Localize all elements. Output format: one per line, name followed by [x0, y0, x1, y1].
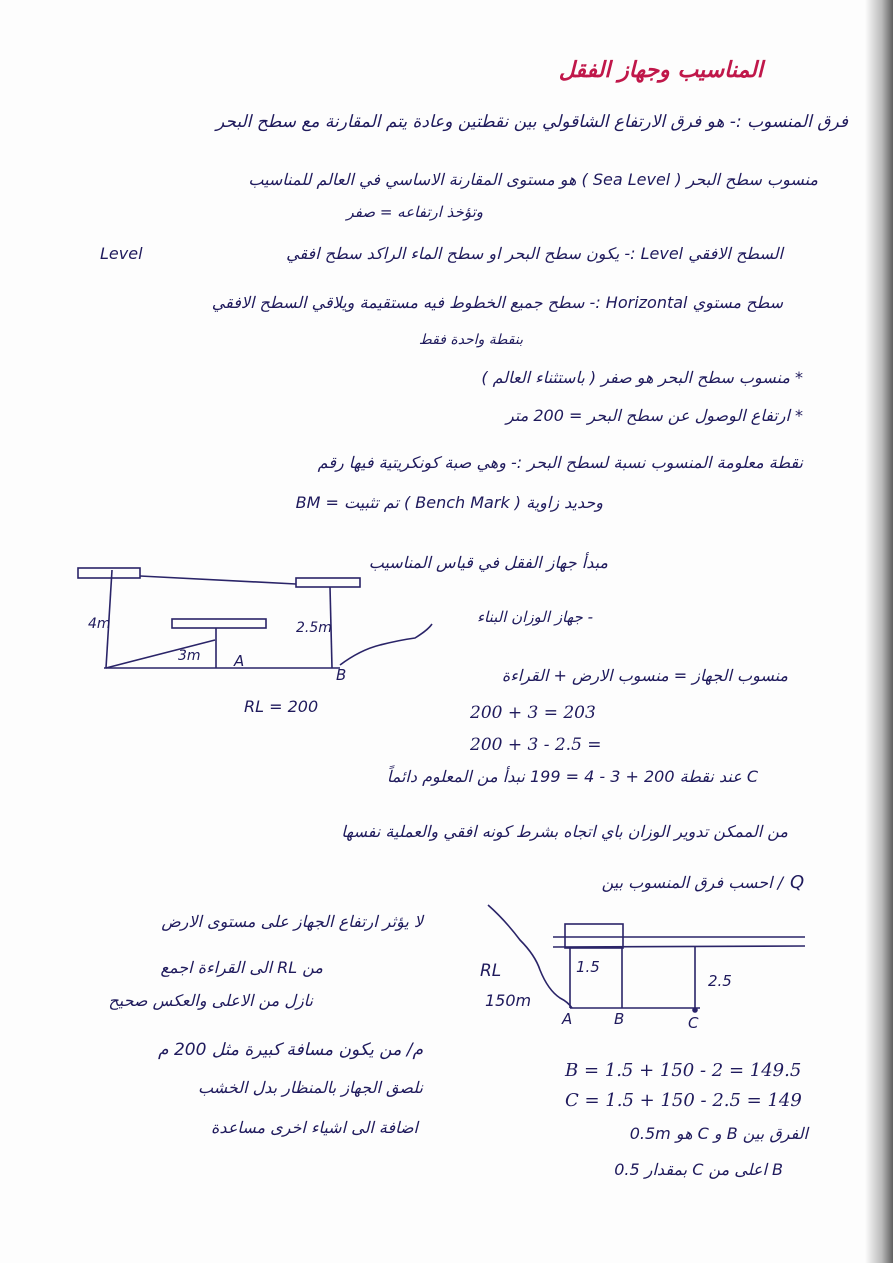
text-line: 200 + 3 - 2.5 =: [470, 735, 602, 755]
reading-right-label: 2.5m: [296, 620, 332, 636]
text-line: * ارتفاع الوصول عن سطح البحر = 200 متر: [506, 406, 803, 425]
text-line: لا يؤثر ارتفاع الجهاز على مستوى الارض: [161, 912, 423, 931]
point-c-label: C: [688, 1014, 699, 1032]
text-line: من RL الى القراءة اجمع: [160, 958, 323, 977]
text-line: - جهاز الوزان البناء: [476, 608, 593, 626]
text-line: مبدأ جهاز الفقل في قياس المناسيب: [368, 553, 608, 572]
text-line: اضافة الى اشياء اخرى مساعدة: [211, 1118, 418, 1137]
rl-value: 150m: [485, 991, 532, 1010]
text-line: الفرق بين B و C هو 0.5m: [629, 1124, 808, 1143]
question-number: Q: [790, 872, 805, 893]
point-a-label: A: [562, 1010, 573, 1028]
text-line: نلصق الجهاز بالمنظار بدل الخشب: [197, 1078, 423, 1097]
point-a-label: A: [234, 652, 245, 670]
text-line: نقطة معلومة المنسوب نسبة لسطح البحر :- وهي صبة كونكريتية فيها رقم: [317, 453, 803, 472]
text-line: / احسب فرق المنسوب بين: [601, 873, 783, 892]
text-line: B اعلى من C بمقدار 0.5: [614, 1160, 783, 1179]
reading-a: 1.5: [576, 958, 600, 976]
text-line: السطح الافقي Level :- يكون سطح البحر او سطح الماء الراكد سطح افقي: [286, 244, 783, 263]
text-line: بنقطة واحدة فقط: [418, 332, 523, 348]
text-line: C عند نقطة 200 + 3 - 4 = 199 نبدأ من المعلوم دائماً: [386, 767, 758, 786]
text-line: 200 + 3 = 203: [470, 703, 596, 723]
point-b-label: B: [614, 1010, 625, 1028]
calc-line: B = 1.5 + 150 - 2 = 149.5: [565, 1060, 802, 1081]
text-line: من الممكن تدوير الوزان باي اتجاه بشرط كونه افقي والعملية نفسها: [341, 822, 788, 841]
text-line: منسوب الجهاز = منسوب الارض + القراءة: [501, 666, 788, 685]
text-line: فرق المنسوب :- هو فرق الارتفاع الشاقولي بين نقطتين وعادة يتم المقارنة مع سطح البحر: [216, 112, 848, 132]
reading-mid-label: 3m: [178, 648, 201, 664]
rl-label: RL = 200: [244, 697, 319, 716]
reading-c: 2.5: [708, 972, 732, 990]
text-line: م/ من يكون مسافة كبيرة مثل 200 م: [158, 1040, 423, 1060]
text-line: وحديد زاوية ( Bench Mark ) تم تثبيت = BM: [295, 493, 603, 512]
text-line: * منسوب سطح البحر هو صفر ( باستثناء العالم ): [481, 368, 803, 387]
page-title: المناسيب وجهاز الفقل: [558, 58, 763, 83]
text-line: سطح مستوي Horizontal :- سطح جميع الخطوط فيه مستقيمة ويلاقي السطح الافقي: [211, 293, 783, 312]
text-line: وتؤخذ ارتفاعه = صفر: [346, 203, 483, 221]
point-b-label: B: [336, 666, 347, 684]
text-line: منسوب سطح البحر ( Sea Level ) هو مستوى المقارنة الاساسي في العالم للمناسيب: [248, 170, 818, 189]
text-line: Level: [100, 244, 143, 263]
text-line: نازل من الاعلى والعكس صحيح: [108, 991, 313, 1010]
reading-left-label: 4m: [88, 616, 111, 632]
calc-line: C = 1.5 + 150 - 2.5 = 149: [565, 1090, 802, 1111]
rl-label: RL: [480, 961, 502, 981]
